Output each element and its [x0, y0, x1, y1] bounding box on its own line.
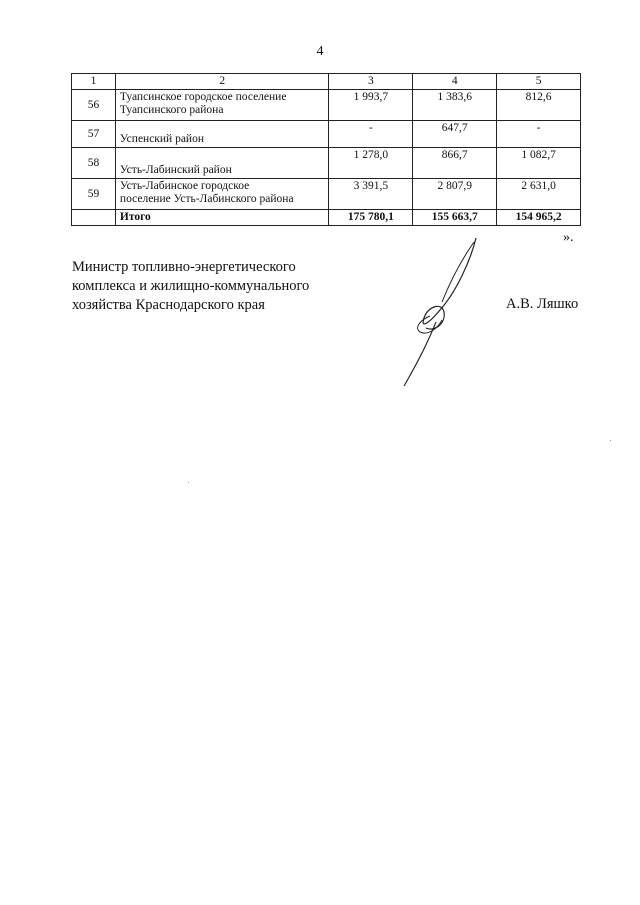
total-value-col4: 155 663,7	[413, 210, 497, 226]
row-value-col4: 1 383,6	[413, 90, 497, 121]
signature-title-line2: комплекса и жилищно-коммунального	[72, 278, 310, 294]
closing-quote: ».	[563, 230, 574, 245]
row-value-col4: 647,7	[413, 121, 497, 148]
row-value-col5: 812,6	[497, 90, 581, 121]
row-name: Успенский район	[115, 121, 329, 148]
table-row	[72, 90, 581, 121]
header-col-3: 3	[329, 74, 413, 90]
row-name: Усть-Лабинский район	[115, 148, 329, 179]
header-col-5: 5	[497, 74, 581, 90]
row-name-line2: поселение Усть-Лабинского района	[119, 193, 294, 205]
row-number: 57	[72, 121, 116, 148]
data-table	[71, 73, 581, 226]
table-total-row	[72, 210, 581, 226]
row-value-col5: 2 631,0	[497, 179, 581, 210]
row-value-col3: 3 391,5	[329, 179, 413, 210]
page-number: 4	[316, 44, 324, 59]
signer-name: А.В. Ляшко	[506, 296, 579, 312]
total-value-col3: 175 780,1	[329, 210, 413, 226]
row-value-col4: 866,7	[413, 148, 497, 179]
header-col-4: 4	[413, 74, 497, 90]
row-name-line1: Туапсинское городское поселение	[119, 91, 287, 103]
total-label: Итого	[115, 210, 329, 226]
header-col-1: 1	[72, 74, 116, 90]
table-row	[72, 148, 581, 179]
row-number: 58	[72, 148, 116, 179]
handwritten-signature	[390, 232, 490, 392]
row-value-col3: 1 993,7	[329, 90, 413, 121]
row-name	[115, 90, 329, 121]
row-value-col3: -	[329, 121, 413, 148]
table-row	[72, 179, 581, 210]
row-number: 59	[72, 179, 116, 210]
total-number-cell	[72, 210, 116, 226]
table-header-row	[72, 74, 581, 90]
total-value-col5: 154 965,2	[497, 210, 581, 226]
table-row	[72, 121, 581, 148]
signature-title-block	[72, 258, 309, 315]
row-value-col4: 2 807,9	[413, 179, 497, 210]
row-name	[115, 179, 329, 210]
row-name-line2: Туапсинского района	[119, 104, 224, 116]
header-col-2: 2	[115, 74, 329, 90]
row-value-col3: 1 278,0	[329, 148, 413, 179]
scan-speck	[188, 482, 189, 483]
signature-title-line1: Министр топливно-энергетического	[72, 259, 296, 275]
signature-title-line3: хозяйства Краснодарского края	[72, 297, 265, 313]
row-number: 56	[72, 90, 116, 121]
row-name-line1: Усть-Лабинское городское	[119, 180, 250, 192]
row-value-col5: -	[497, 121, 581, 148]
scan-speck	[610, 440, 611, 441]
row-value-col5: 1 082,7	[497, 148, 581, 179]
